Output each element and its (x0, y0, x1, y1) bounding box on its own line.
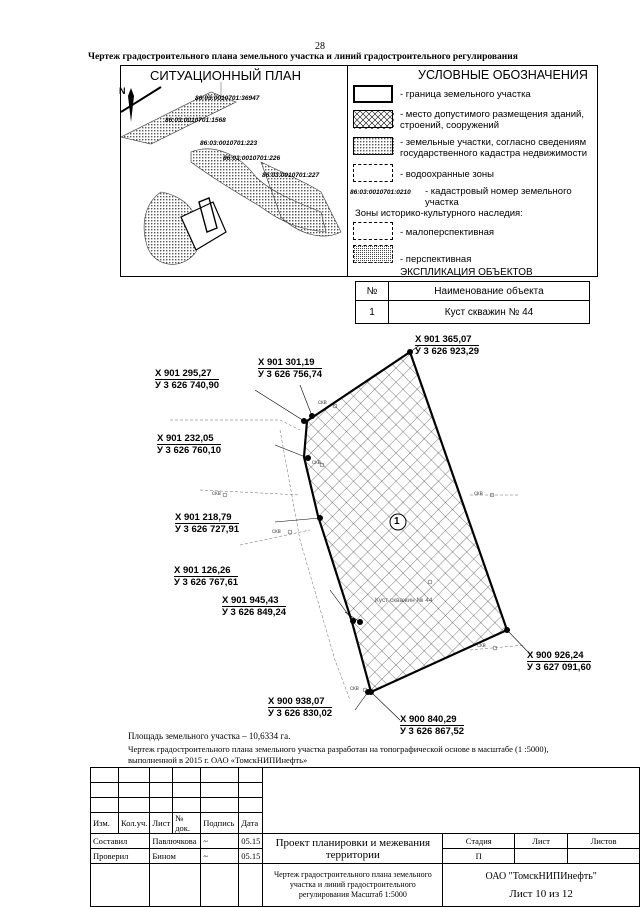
table-row (91, 834, 640, 849)
cadastral-label: 86:03:0010701:223 (200, 140, 258, 147)
stamp-header: Дата (239, 813, 263, 834)
stamp-date: 05.15 (239, 849, 263, 864)
document-title: Чертеж градостроительного плана земельного участка и линий градостроительного регулирования (88, 52, 518, 62)
coord-label (222, 595, 286, 618)
cadastral-label: 86:03:0010701:226 (223, 155, 281, 162)
project-title: Проект планировки и межевания территории (263, 834, 443, 864)
stamp-header: Подпись (201, 813, 239, 834)
heritage-title: Зоны историко-культурного наследия: (355, 208, 523, 219)
legend-cadastral-sample: 86:03:0010701:0210 (350, 189, 411, 196)
explication-title: ЭКСПЛИКАЦИЯ ОБЪЕКТОВ (400, 267, 533, 278)
legend-title: УСЛОВНЫЕ ОБОЗНАЧЕНИЯ (418, 68, 588, 82)
signature: ~ (201, 849, 239, 864)
legend-item: - граница земельного участка (400, 89, 531, 100)
signature: ~ (201, 834, 239, 849)
sheet-header: Лист (515, 834, 568, 849)
coord-label (155, 368, 219, 391)
coord-y: У 3 626 756,74 (258, 369, 323, 380)
coord-y: У 3 626 867,52 (400, 726, 465, 737)
area-note: Площадь земельного участка – 10,6334 га. (128, 731, 291, 741)
situation-plan-title: СИТУАЦИОННЫЙ ПЛАН (150, 68, 301, 83)
legend-item: - земельные участки, согласно сведениям государственного кадастра недвижимости (400, 137, 587, 159)
table-cell: 1 (356, 301, 389, 324)
stamp-header: Лист (150, 813, 173, 834)
well-label: скв (474, 491, 483, 497)
legend-item: - водоохранные зоны (400, 169, 494, 180)
well-label: скв (212, 491, 221, 497)
coord-x: Х 900 926,24 (527, 650, 584, 661)
legend-item: - малоперспективная (400, 227, 495, 238)
coord-x: Х 901 218,79 (175, 512, 232, 523)
coord-x: Х 901 295,27 (155, 368, 212, 379)
cadastral-label: 86:03:0010701:227 (262, 172, 320, 179)
coord-x: Х 901 365,07 (415, 334, 472, 345)
table-header-cell: № (356, 282, 389, 301)
drawing-title: Чертеж градостроительного плана земельного участка и линий градостроительного регулирования Масштаб 1:5000 (263, 864, 443, 907)
table-row (91, 768, 640, 783)
stamp-date: 05.15 (239, 834, 263, 849)
plot-inner-label: Куст скважин № 44 (375, 597, 433, 604)
coord-x: Х 901 126,26 (174, 565, 231, 576)
coord-label (268, 696, 332, 719)
object-number: 1 (394, 516, 400, 527)
well-label: скв (350, 686, 359, 692)
coord-label (175, 512, 239, 535)
coord-x: Х 901 232,05 (157, 433, 214, 444)
coord-y: У 3 626 727,91 (175, 524, 240, 535)
well-label: скв (318, 400, 327, 406)
sheet-number: Лист 10 из 12 (509, 887, 573, 900)
coord-y: У 3 626 830,02 (268, 708, 333, 719)
stamp-person: Бином (150, 849, 201, 864)
coord-label (174, 565, 238, 588)
coord-y: У 3 627 091,60 (527, 662, 592, 673)
coord-label (527, 650, 591, 673)
coord-y: У 3 626 740,90 (155, 380, 220, 391)
coord-x: Х 900 938,07 (268, 696, 325, 707)
stamp-role: Составил (91, 834, 150, 849)
organization-block (443, 864, 640, 907)
well-label: скв (477, 643, 486, 649)
coord-y: У 3 626 849,24 (222, 607, 287, 618)
coord-label (258, 357, 322, 380)
coord-label (400, 714, 464, 737)
coord-y: У 3 626 760,10 (157, 445, 222, 456)
table-header-cell: Наименование объекта (389, 282, 590, 301)
made-note: выполненной в 2015 г. ОАО «ТомскНИПИнефть» (128, 755, 308, 765)
stage-value: П (443, 849, 515, 864)
well-label: скв (312, 460, 321, 466)
legend-item: - перспективная (400, 254, 472, 265)
legend-item: - кадастровый номер земельного участка (425, 186, 572, 208)
north-label: N (119, 86, 126, 96)
well-label: скв (272, 529, 281, 535)
title-block (90, 767, 640, 907)
stamp-person: Павлючкова (150, 834, 201, 849)
coord-x: Х 901 945,43 (222, 595, 279, 606)
basis-note: Чертеж градостроительного плана земельного участка разработан на топографической основе в масштабе (1 :5000), (128, 744, 549, 754)
cadastral-label: 86:03:0010701:1568 (165, 117, 226, 124)
organization: ОАО "ТомскНИПИнефть" (485, 870, 597, 882)
stamp-header: № док. (173, 813, 201, 834)
coord-x: Х 900 840,29 (400, 714, 457, 725)
sheets-header: Листов (568, 834, 640, 849)
coord-y: У 3 626 923,29 (415, 346, 480, 357)
table-row (91, 813, 640, 834)
legend-item: - место допустимого размещения зданий, строений, сооружений (400, 109, 584, 131)
coord-label (157, 433, 221, 456)
page-number: 28 (315, 41, 325, 52)
coord-x: Х 901 301,19 (258, 357, 315, 368)
coord-y: У 3 626 767,61 (174, 577, 239, 588)
stamp-header: Кол.уч. (119, 813, 150, 834)
coord-label (415, 334, 479, 357)
table-cell: Куст скважин № 44 (389, 301, 590, 324)
stamp-role: Проверил (91, 849, 150, 864)
stage-header: Стадия (443, 834, 515, 849)
table-row (91, 864, 640, 907)
stamp-header: Изм. (91, 813, 119, 834)
cadastral-label: 86:03:0010701:36947 (195, 95, 260, 102)
